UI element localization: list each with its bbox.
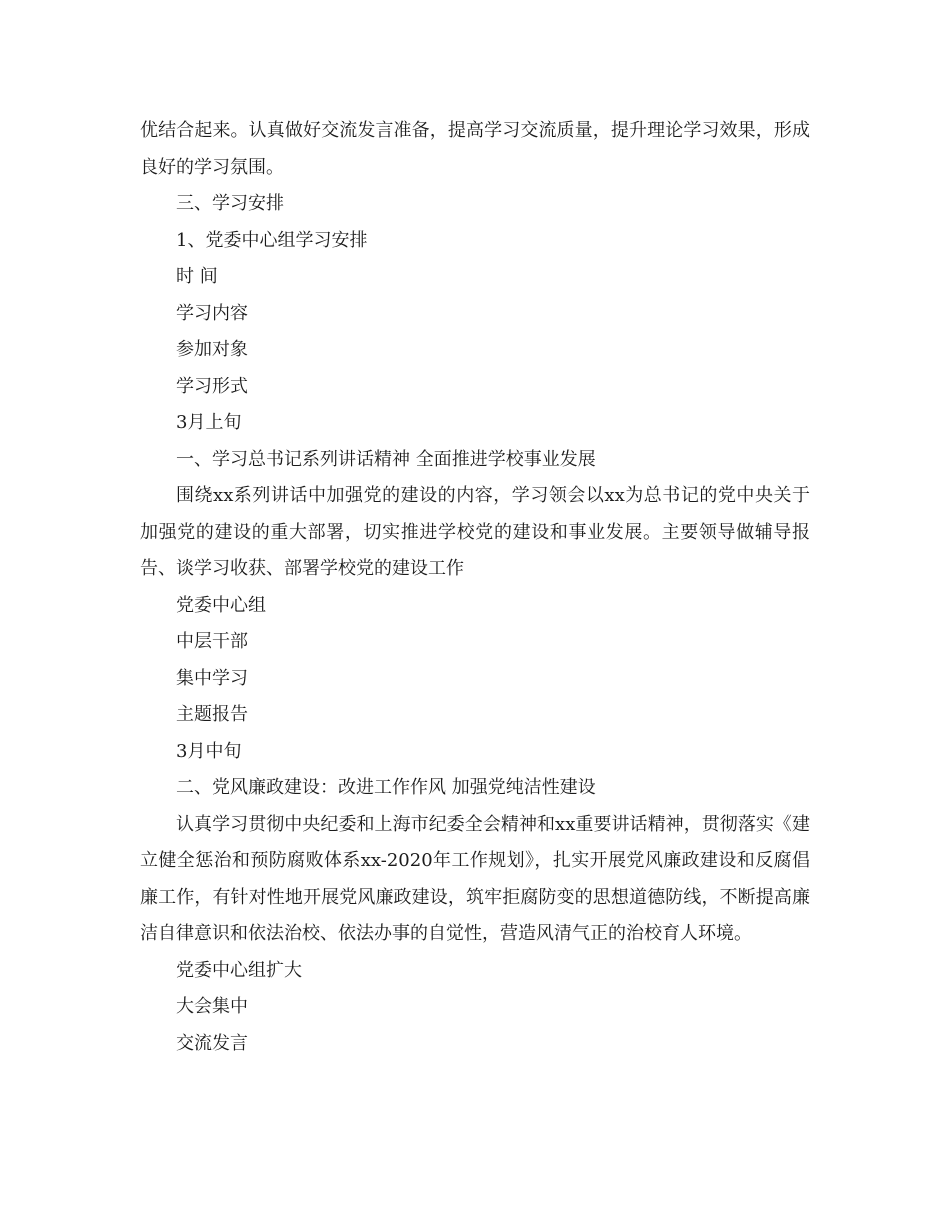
- section-heading-study-arrangement: 三、学习安排: [176, 193, 284, 214]
- topic-description-two: 认真学习贯彻中央纪委和上海市纪委全会精神和xx重要讲话精神，贯彻落实《建立健全惩治和预防腐败体系xx-2020年工作规划》，扎实开展党风廉政建设和反腐倡廉工作，有针对性地开展党风廉政建设，筑牢拒腐防变的思想道德防线，不断提高廉洁自律意识和依法治校、依法办事的自觉性，营造风清气正的治校育人环境。: [140, 813, 810, 944]
- schedule-date-early-march: 3月上旬: [176, 412, 242, 433]
- format-exchange-speech: 交流发言: [176, 1032, 248, 1054]
- format-centralized-study: 集中学习: [176, 667, 248, 689]
- participants-expanded-committee: 党委中心组扩大: [176, 959, 302, 981]
- table-header-participants: 参加对象: [176, 339, 248, 360]
- table-header-time: 时 间: [176, 266, 218, 287]
- document-page: [140, 113, 810, 1062]
- format-assembly: 大会集中: [176, 996, 248, 1017]
- schedule-date-mid-march: 3月中旬: [176, 740, 242, 762]
- topic-heading-one: 一、学习总书记系列讲话精神 全面推进学校事业发展: [176, 448, 596, 470]
- subsection-heading-committee-schedule: 1、党委中心组学习安排: [176, 229, 368, 251]
- format-theme-report: 主题报告: [176, 704, 248, 725]
- table-header-format: 学习形式: [176, 375, 248, 397]
- paragraph-intro-continuation: 优结合起来。认真做好交流发言准备，提高学习交流质量，提升理论学习效果，形成良好的学习氛围。: [140, 120, 810, 178]
- participants-committee: 党委中心组: [176, 594, 266, 616]
- topic-heading-two: 二、党风廉政建设：改进工作作风 加强党纯洁性建设: [176, 777, 596, 798]
- table-header-content: 学习内容: [176, 302, 248, 324]
- participants-middle-cadres: 中层干部: [176, 631, 248, 652]
- topic-description-one: 围绕xx系列讲话中加强党的建设的内容，学习领会以xx为总书记的党中央关于加强党的建设的重大部署，切实推进学校党的建设和事业发展。主要领导做辅导报告、谈学习收获、部署学校党的建设工作: [140, 485, 810, 579]
